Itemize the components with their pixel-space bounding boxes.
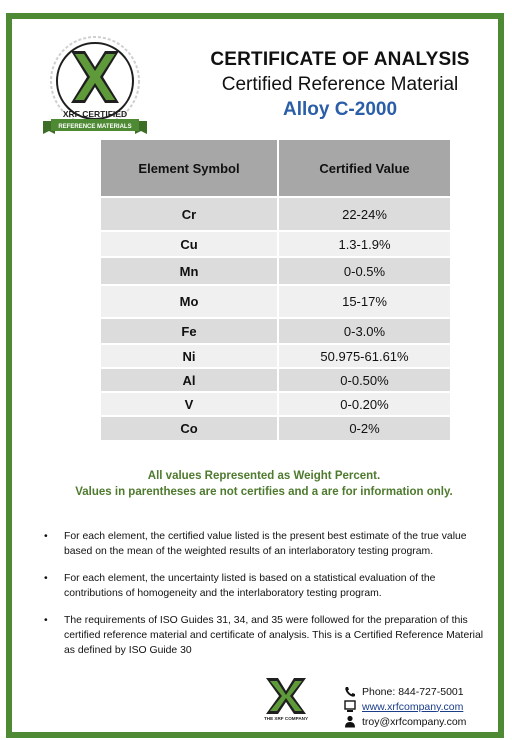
- website-row: [342, 699, 466, 714]
- column-header-element: Element Symbol: [101, 140, 278, 197]
- website-link[interactable]: www.xrfcompany.com: [362, 700, 464, 713]
- bullet-list: [38, 529, 486, 671]
- table-row: [101, 231, 450, 257]
- contact-block: [342, 684, 466, 729]
- element-symbol: Mo: [101, 285, 278, 318]
- svg-text:REFERENCE MATERIALS: REFERENCE MATERIALS: [58, 124, 132, 130]
- page-title: CERTIFICATE OF ANALYSIS: [210, 49, 470, 70]
- element-symbol: Co: [101, 416, 278, 440]
- table-row: [101, 416, 450, 440]
- element-symbol: Ni: [101, 344, 278, 368]
- certified-values-table: [101, 140, 450, 440]
- list-item: [38, 529, 486, 559]
- svg-text:THE XRF COMPANY: THE XRF COMPANY: [263, 716, 309, 721]
- column-header-value: Certified Value: [278, 140, 450, 197]
- list-item: [38, 613, 486, 658]
- certified-value: 0-3.0%: [278, 318, 450, 344]
- table-row: [101, 197, 450, 231]
- certificate-frame: [6, 13, 504, 738]
- table-row: [101, 344, 450, 368]
- phone-text: Phone: 844-727-5001: [362, 685, 464, 698]
- parentheses-note: Values in parentheses are not certifies and a are for information only.: [75, 486, 453, 498]
- bullet-text: For each element, the uncertainty listed is based on a statistical evaluation of the contributions of homogeneity and the interlaboratory testing program.: [64, 573, 436, 600]
- element-symbol: Mn: [101, 257, 278, 285]
- table-row: [101, 392, 450, 416]
- certified-value: 0-0.50%: [278, 368, 450, 392]
- computer-icon: [342, 700, 358, 714]
- xrf-company-logo: [261, 675, 311, 721]
- bullet-text: The requirements of ISO Guides 31, 34, and 35 were followed for the preparation of this certified reference material and certificate of analysis. This is a Certified Reference Material as defined by ISO Guide 30: [64, 615, 484, 657]
- certified-value: 50.975-61.61%: [278, 344, 450, 368]
- list-item: [38, 571, 486, 601]
- element-symbol: Al: [101, 368, 278, 392]
- material-name: Alloy C-2000: [282, 99, 398, 120]
- bullet-icon: •: [44, 573, 48, 585]
- element-symbol: V: [101, 392, 278, 416]
- element-symbol: Cr: [101, 197, 278, 231]
- phone-icon: [342, 685, 358, 699]
- certified-value: 22-24%: [278, 197, 450, 231]
- weight-percent-note: All values Represented as Weight Percent.: [147, 470, 381, 482]
- table-row: [101, 285, 450, 318]
- page-subtitle: Certified Reference Material: [221, 74, 459, 95]
- certified-value: 0-0.5%: [278, 257, 450, 285]
- table-row: [101, 368, 450, 392]
- phone-row: [342, 684, 466, 699]
- table-row: [101, 318, 450, 344]
- xrf-certified-badge: [37, 33, 153, 141]
- bullet-icon: •: [44, 531, 48, 542]
- title-block: [190, 49, 490, 121]
- table-header-row: [101, 140, 450, 197]
- element-symbol: Cu: [101, 231, 278, 257]
- svg-text:XRF CERTIFIED: XRF CERTIFIED: [62, 109, 128, 119]
- email-text[interactable]: troy@xrfcompany.com: [362, 715, 467, 728]
- person-icon: [342, 715, 358, 729]
- bullet-icon: •: [44, 615, 48, 627]
- certified-value: 0-0.20%: [278, 392, 450, 416]
- certified-value: 0-2%: [278, 416, 450, 440]
- element-symbol: Fe: [101, 318, 278, 344]
- certified-value: 15-17%: [278, 285, 450, 318]
- table-row: [101, 257, 450, 285]
- email-row: [342, 714, 466, 729]
- bullet-text: For each element, the certified value listed is the present best estimate of the true value based on the mean of the weighted results of an interlaboratory testing program.: [64, 531, 467, 558]
- certified-value: 1.3-1.9%: [278, 231, 450, 257]
